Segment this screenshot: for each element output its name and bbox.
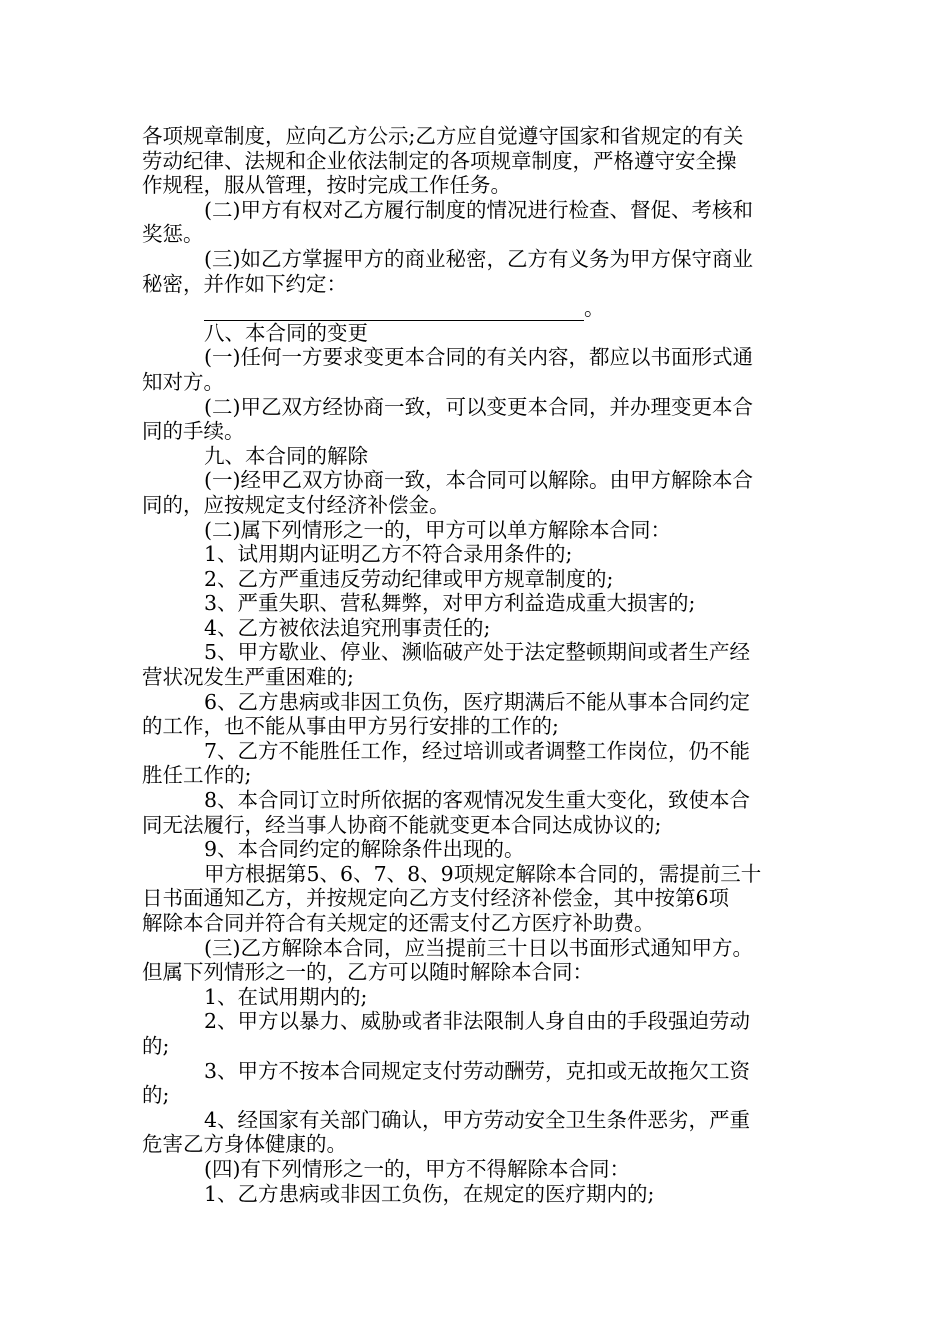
document-body bbox=[142, 124, 814, 1206]
text-line: 各项规章制度，应向乙方公示;乙方应自觉遵守国家和省规定的有关 bbox=[142, 124, 744, 148]
text-line: (四)有下列情形之一的，甲方不得解除本合同： bbox=[204, 1156, 630, 1181]
text-line: 甲方根据第5、6、7、8、9项规定解除本合同的，需提前三十 bbox=[204, 861, 762, 886]
text-line: (一)任何一方要求变更本合同的有关内容，都应以书面形式通 bbox=[204, 345, 753, 370]
list-item: 3、严重失职、营私舞弊，对甲方利益造成重大损害的; bbox=[204, 591, 696, 616]
text-line: (三)如乙方掌握甲方的商业秘密，乙方有义务为甲方保守商业 bbox=[204, 246, 753, 271]
list-item: 4、经国家有关部门确认，甲方劳动安全卫生条件恶劣，严重 bbox=[204, 1107, 751, 1132]
text-line: 的工作，也不能从事由甲方另行安排的工作的; bbox=[142, 714, 559, 739]
text-line: (三)乙方解除本合同，应当提前三十日以书面形式通知甲方。 bbox=[204, 935, 753, 960]
section-heading: 八、本合同的变更 bbox=[204, 320, 368, 345]
list-item: 1、在试用期内的; bbox=[204, 984, 368, 1009]
text-line: 劳动纪律、法规和企业依法制定的各项规章制度，严格遵守安全操 bbox=[142, 148, 737, 173]
blank-underline bbox=[204, 300, 584, 321]
text-line: (二)属下列情形之一的，甲方可以单方解除本合同： bbox=[204, 517, 671, 542]
text-line: 营状况发生严重困难的; bbox=[142, 665, 354, 690]
text-line: 的; bbox=[142, 1083, 170, 1108]
text-line: 同的，应按规定支付经济补偿金。 bbox=[142, 492, 450, 517]
text-line: 同的手续。 bbox=[142, 419, 245, 444]
blank-end-period: 。 bbox=[584, 296, 605, 321]
section-heading: 九、本合同的解除 bbox=[204, 443, 368, 468]
text-line: 知对方。 bbox=[142, 369, 224, 394]
text-line: 危害乙方身体健康的。 bbox=[142, 1132, 347, 1157]
blank-fill-line bbox=[142, 296, 814, 321]
text-line: 解除本合同并符合有关规定的还需支付乙方医疗补助费。 bbox=[142, 911, 655, 935]
text-line: 胜任工作的; bbox=[142, 763, 252, 788]
list-item: 9、本合同约定的解除条件出现的。 bbox=[204, 837, 525, 862]
list-item: 6、乙方患病或非因工负伤，医疗期满后不能从事本合同约定 bbox=[204, 689, 751, 714]
list-item: 3、甲方不按本合同规定支付劳动酬劳，克扣或无故拖欠工资 bbox=[204, 1058, 751, 1083]
text-line: 同无法履行，经当事人协商不能就变更本合同达成协议的; bbox=[142, 812, 662, 837]
text-line: 作规程，服从管理，按时完成工作任务。 bbox=[142, 173, 511, 198]
list-item: 1、乙方患病或非因工负伤，在规定的医疗期内的; bbox=[204, 1181, 655, 1206]
list-item: 5、甲方歇业、停业、濒临破产处于法定整顿期间或者生产经 bbox=[204, 640, 751, 665]
text-line: 奖惩。 bbox=[142, 222, 204, 247]
list-item: 2、甲方以暴力、威胁或者非法限制人身自由的手段强迫劳动 bbox=[204, 1009, 751, 1034]
text-line: (二)甲方有权对乙方履行制度的情况进行检查、督促、考核和 bbox=[204, 197, 753, 222]
list-item: 7、乙方不能胜任工作，经过培训或者调整工作岗位，仍不能 bbox=[204, 738, 751, 763]
text-line: 秘密，并作如下约定： bbox=[142, 271, 347, 296]
text-line: 但属下列情形之一的，乙方可以随时解除本合同： bbox=[142, 960, 593, 985]
text-line: (一)经甲乙双方协商一致，本合同可以解除。由甲方解除本合 bbox=[204, 468, 753, 493]
list-item: 2、乙方严重违反劳动纪律或甲方规章制度的; bbox=[204, 566, 614, 591]
list-item: 1、试用期内证明乙方不符合录用条件的; bbox=[204, 542, 573, 567]
list-item: 4、乙方被依法追究刑事责任的; bbox=[204, 615, 491, 640]
text-line: 的; bbox=[142, 1033, 170, 1058]
text-line: 日书面通知乙方，并按规定向乙方支付经济补偿金，其中按第6项 bbox=[142, 886, 730, 911]
list-item: 8、本合同订立时所依据的客观情况发生重大变化，致使本合 bbox=[204, 788, 751, 813]
text-line: (二)甲乙双方经协商一致，可以变更本合同，并办理变更本合 bbox=[204, 394, 753, 419]
